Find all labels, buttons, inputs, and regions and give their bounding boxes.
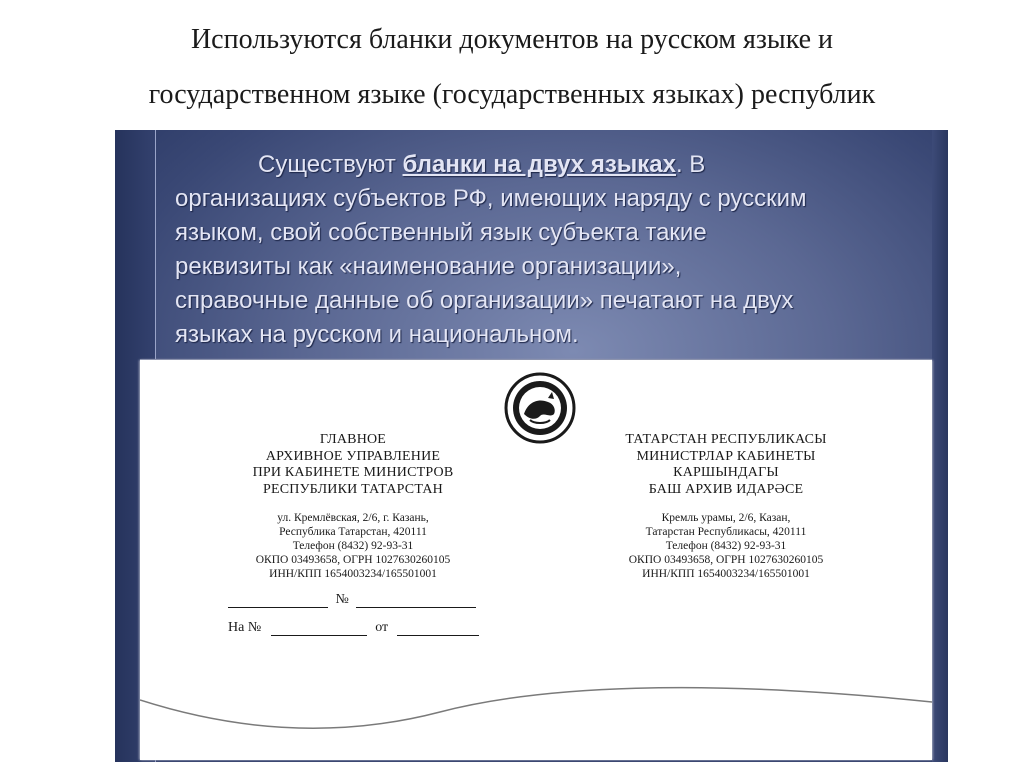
panel-intro-text: Существуют [258,151,403,178]
date-prefix: от [375,620,389,635]
org-name-line: ГЛАВНОЕ [319,432,387,447]
org-name-line: ПРИ КАБИНЕТЕ МИНИСТРОВ [252,465,454,480]
org-name-line: МИНИСТРЛАР КАБИНЕТЫ [636,448,816,464]
org-name-line: ТАТАРСТАН РЕСПУБЛИКАСЫ [625,432,827,447]
org-details-line: ОКПО 03493658, ОГРН 1027630260105 [628,554,824,566]
org-details-line: Телефон (8432) 92-93-31 [665,540,787,552]
panel-line: языках на русском и национальном. [175,321,579,348]
org-name-line: РЕСПУБЛИКИ ТАТАРСТАН [262,481,443,497]
org-name-line: АРХИВНОЕ УПРАВЛЕНИЕ [265,448,441,464]
panel-line: языком, свой собственный язык субъекта такие [175,219,707,246]
org-details-line: Телефон (8432) 92-93-31 [292,540,414,552]
letterhead-document [140,360,932,760]
org-details-line: ул. Кремлёвская, 2/6, г. Казань, [277,512,429,524]
org-details-line: Кремль урамы, 2/6, Казан, [661,512,791,524]
number-sign: № [335,592,349,607]
slide-title-line-1: Используются бланки документов на русском языке и [190,24,834,55]
org-details-line: ОКПО 03493658, ОГРН 1027630260105 [255,554,451,566]
org-name-line: БАШ АРХИВ ИДАРӘСЕ [648,481,804,497]
panel-first-line [258,148,705,182]
panel-line: справочные данные об организации» печатают на двух [175,287,794,314]
russian-letterhead-block [203,432,503,581]
panel-line: реквизиты как «наименование организации», [175,253,682,280]
org-details-line: ИНН/КПП 1654003234/165501001 [269,568,437,580]
panel-right-edge [932,130,948,762]
tatar-letterhead-block [576,432,876,581]
reference-date-blank [397,620,479,636]
reference-prefix: На № [228,620,262,635]
document-number-row [228,592,476,612]
reference-number-blank [271,620,367,636]
org-details-line: Татарстан Республикасы, 420111 [645,526,807,538]
panel-after-text: . В [675,151,706,178]
org-name-line: КАРШЫНДАГЫ [673,465,779,480]
reference-row [228,620,479,640]
panel-highlight-text: бланки на двух языках [402,151,676,178]
org-details-line: Республика Татарстан, 420111 [279,526,427,538]
panel-line: организациях субъектов РФ, имеющих наряду с русским [175,185,807,212]
org-details-line: ИНН/КПП 1654003234/165501001 [642,568,810,580]
date-blank [228,592,328,608]
coat-of-arms-icon [504,372,576,444]
slide-title-line-2: государственном языке (государственных языках) республик [148,79,876,110]
number-blank [356,592,476,608]
